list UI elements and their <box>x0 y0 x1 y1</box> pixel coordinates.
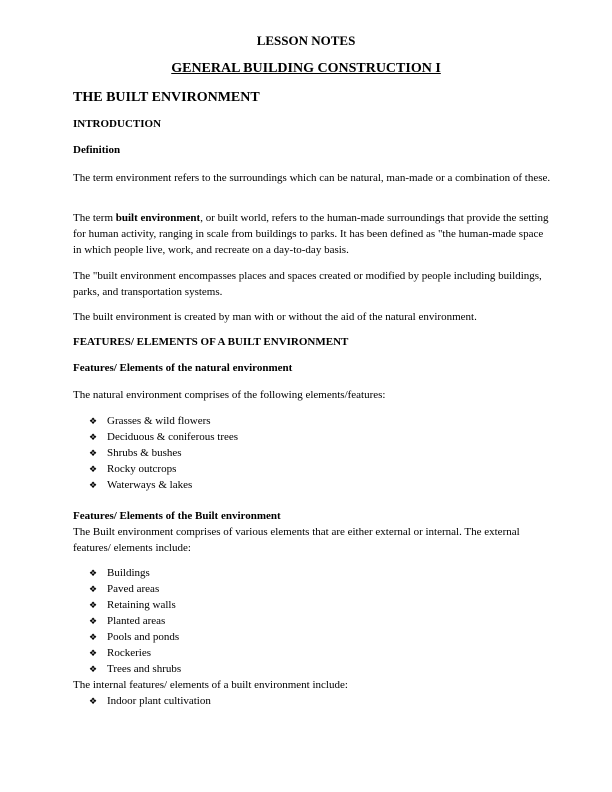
paragraph-environment-definition: The term environment refers to the surroundings which can be natural, man-made or a combination of these. <box>73 172 551 184</box>
bullet-diamond-icon: ❖ <box>89 665 98 675</box>
list-item <box>89 629 181 645</box>
bullet-diamond-icon: ❖ <box>89 649 98 659</box>
bullet-diamond-icon: ❖ <box>89 633 98 643</box>
list-item-text: Rocky outcrops <box>107 463 177 475</box>
list-item <box>89 645 181 661</box>
internal-intro-text: The internal features/ elements of a built environment include: <box>73 679 348 691</box>
list-item-text: Deciduous & coniferous trees <box>107 431 239 443</box>
introduction-heading: INTRODUCTION <box>73 118 162 130</box>
natural-intro-text: The natural environment comprises of the following elements/features: <box>73 389 386 401</box>
internal-elements-list <box>89 693 211 709</box>
p2-rest-text: , or built world, refers to the human-made surroundings that provide the setting for human activity, ranging in scale from buildings to parks. It has been defined as "the human-made space in which people live, work, and recreate on a day-to-day basis. <box>73 212 549 256</box>
paragraph-built-environment-definition <box>73 210 553 258</box>
list-item-text: Trees and shrubs <box>107 663 182 675</box>
bullet-diamond-icon: ❖ <box>89 417 98 427</box>
external-elements-list <box>89 565 181 677</box>
list-item <box>89 477 238 493</box>
list-item <box>89 429 238 445</box>
list-item <box>89 613 181 629</box>
list-item <box>89 661 181 677</box>
bullet-diamond-icon: ❖ <box>89 465 98 475</box>
course-title: GENERAL BUILDING CONSTRUCTION I <box>171 61 441 76</box>
built-features-heading: Features/ Elements of the Built environment <box>73 510 281 522</box>
bullet-diamond-icon: ❖ <box>89 585 98 595</box>
definition-heading: Definition <box>73 144 121 156</box>
p2-lead-text: The term <box>73 212 116 224</box>
lesson-notes-heading: LESSON NOTES <box>256 33 356 48</box>
list-item-text: Shrubs & bushes <box>107 447 182 459</box>
list-item-text: Grasses & wild flowers <box>107 415 211 427</box>
paragraph-built-environment-encompasses: The "built environment encompasses places and spaces created or modified by people including buildings, parks, and transportation systems. <box>73 270 542 298</box>
list-item-text: Planted areas <box>107 615 166 627</box>
list-item-text: Buildings <box>107 567 150 579</box>
bullet-diamond-icon: ❖ <box>89 449 98 459</box>
bullet-diamond-icon: ❖ <box>89 601 98 611</box>
list-item-text: Indoor plant cultivation <box>107 695 211 707</box>
list-item-text: Rockeries <box>107 647 151 659</box>
list-item <box>89 597 181 613</box>
bullet-diamond-icon: ❖ <box>89 433 98 443</box>
section-title-built-environment: THE BUILT ENVIRONMENT <box>73 90 260 105</box>
list-item <box>89 461 238 477</box>
built-intro-text: The Built environment comprises of various elements that are either external or internal. The external features/ elements include: <box>73 526 520 554</box>
section-title-features: FEATURES/ ELEMENTS OF A BUILT ENVIRONMENT <box>73 336 349 348</box>
bullet-diamond-icon: ❖ <box>89 569 98 579</box>
p2-bold-term: built environment <box>115 212 201 224</box>
list-item-text: Retaining walls <box>107 599 176 611</box>
list-item <box>89 565 181 581</box>
bullet-diamond-icon: ❖ <box>89 697 98 707</box>
bullet-diamond-icon: ❖ <box>89 617 98 627</box>
natural-features-heading: Features/ Elements of the natural environment <box>73 362 293 374</box>
list-item <box>89 581 181 597</box>
paragraph-built-by-man: The built environment is created by man with or without the aid of the natural environment. <box>73 311 477 323</box>
list-item <box>89 693 211 709</box>
list-item <box>89 445 238 461</box>
list-item <box>89 413 238 429</box>
list-item-text: Waterways & lakes <box>107 479 193 491</box>
list-item-text: Pools and ponds <box>107 631 180 643</box>
bullet-diamond-icon: ❖ <box>89 481 98 491</box>
list-item-text: Paved areas <box>107 583 160 595</box>
natural-elements-list <box>89 413 238 493</box>
